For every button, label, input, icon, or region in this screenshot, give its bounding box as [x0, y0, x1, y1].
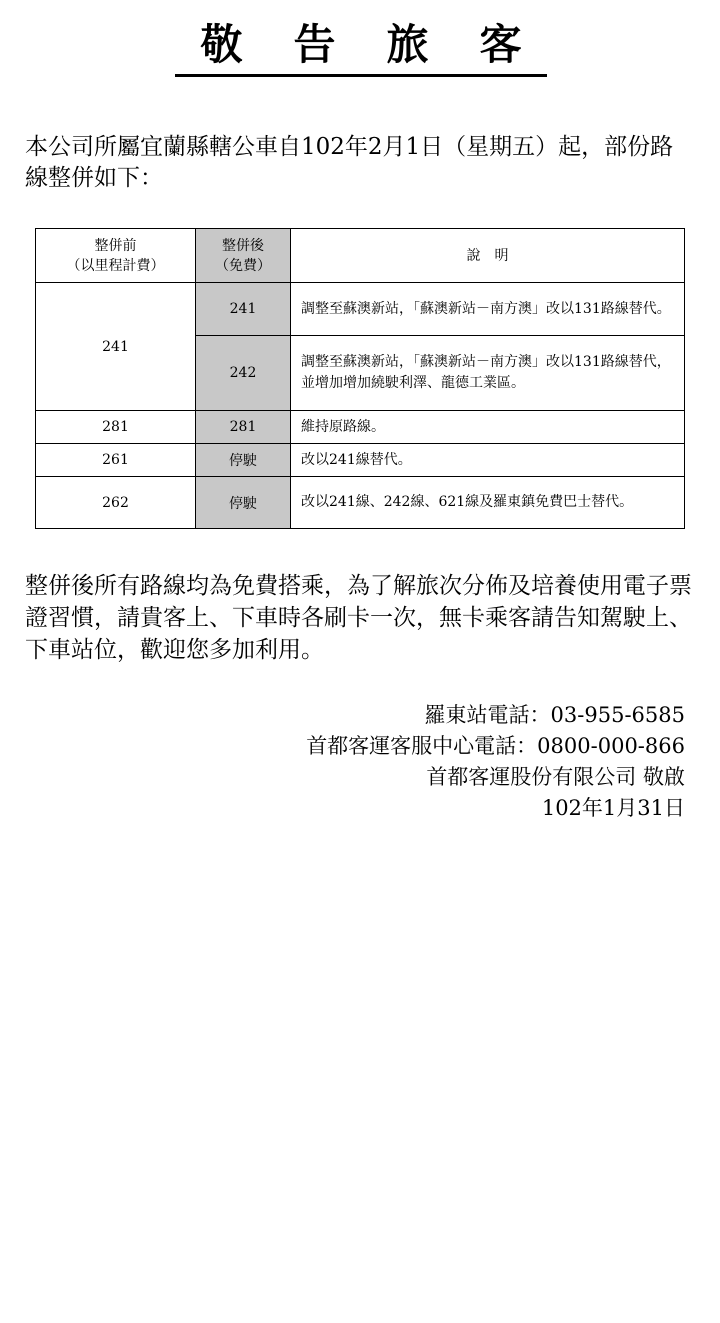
cell-after: 242 — [196, 336, 291, 411]
title-char: 旅 — [386, 20, 429, 69]
header-after-line1: 整併後 — [222, 237, 264, 254]
cell-before: 281 — [36, 411, 196, 444]
header-after-line2: （免費） — [215, 257, 271, 274]
cell-before: 241 — [36, 283, 196, 411]
title-char: 客 — [479, 20, 522, 69]
header-before — [36, 229, 196, 283]
cell-before: 262 — [36, 477, 196, 529]
table-row — [36, 283, 685, 336]
notice-paragraph: 整併後所有路線均為免費搭乘，為了解旅次分佈及培養使用電子票證習慣，請貴客上、下車時各刷卡一次，無卡乘客請告知駕駛上、下車站位，歡迎您多加利用。 — [25, 573, 692, 663]
header-before-line2: （以里程計費） — [66, 257, 165, 274]
table-row — [36, 477, 685, 529]
notice-date: 102年1月31日 — [541, 796, 685, 820]
route-table — [35, 228, 685, 529]
cell-desc: 調整至蘇澳新站，「蘇澳新站－南方澳」改以131路線替代，並增加增加繞駛利澤、龍德工業區。 — [291, 336, 685, 411]
header-after — [196, 229, 291, 283]
signature-block — [306, 700, 685, 824]
notice-title — [175, 18, 547, 77]
phone-service-center: 首都客運客服中心電話：0800-000-866 — [306, 734, 685, 758]
cell-after: 停駛 — [196, 444, 291, 477]
table-row — [36, 411, 685, 444]
header-before-line1: 整併前 — [94, 237, 137, 254]
cell-after: 241 — [196, 283, 291, 336]
header-desc: 說 明 — [291, 229, 685, 283]
cell-desc: 改以241線替代。 — [291, 444, 685, 477]
cell-before: 261 — [36, 444, 196, 477]
cell-after: 停駛 — [196, 477, 291, 529]
cell-desc: 改以241線、242線、621線及羅東鎮免費巴士替代。 — [291, 477, 685, 529]
intro-text: 本公司所屬宜蘭縣轄公車自102年2月1日（星期五）起，部份路線整併如下： — [25, 134, 674, 191]
title-char: 敬 — [200, 20, 243, 69]
title-char: 告 — [293, 20, 336, 69]
company-signoff: 首都客運股份有限公司 敬啟 — [426, 765, 685, 789]
cell-desc: 維持原路線。 — [291, 411, 685, 444]
cell-desc: 調整至蘇澳新站，「蘇澳新站－南方澳」改以131路線替代。 — [291, 283, 685, 336]
table-row — [36, 444, 685, 477]
table-header-row — [36, 229, 685, 283]
phone-luodong: 羅東站電話：03-955-6585 — [424, 703, 685, 727]
cell-after: 281 — [196, 411, 291, 444]
